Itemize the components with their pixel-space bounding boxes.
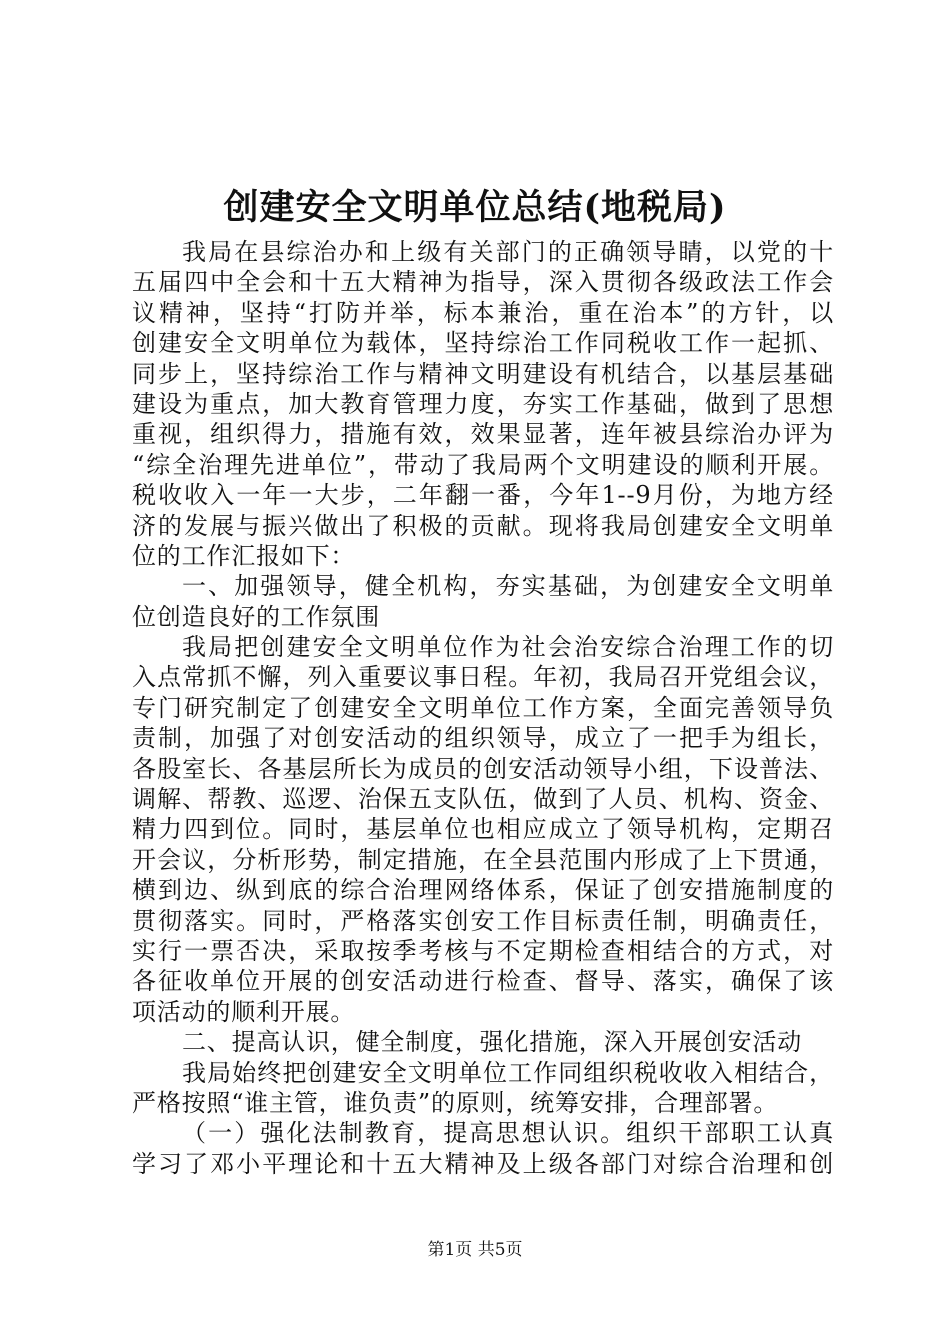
body-line: 各征收单位开展的创安活动进行检查、督导、落实，确保了该 [132,967,834,996]
body-line: 入点常抓不懈，列入重要议事日程。年初，我局召开党组会议， [132,663,834,692]
body-line: 济的发展与振兴做出了积极的贡献。现将我局创建安全文明单 [132,511,834,540]
body-line: 严格按照“谁主管，谁负责”的原则，统筹安排，合理部署。 [132,1088,779,1117]
subsection-line: （一）强化法制教育，提高思想认识。组织干部职工认真 [182,1119,834,1148]
body-line: 税收收入一年一大步，二年翻一番，今年1--9月份，为地方经 [132,481,834,510]
body-line: 我局把创建安全文明单位作为社会治安综合治理工作的切 [182,633,834,662]
body-line: 调解、帮教、巡逻、治保五支队伍，做到了人员、机构、资金、 [132,785,834,814]
body-line: 议精神，坚持“打防并举，标本兼治，重在治本”的方针，以 [132,298,834,327]
body-line: 专门研究制定了创建安全文明单位工作方案，全面完善领导负 [132,693,834,722]
body-line: 各股室长、各基层所长为成员的创安活动领导小组，下设普法、 [132,754,834,783]
body-line: “综全治理先进单位”，带动了我局两个文明建设的顺利开展。 [132,450,834,479]
body-line: 开会议，分析形势，制定措施，在全县范围内形成了上下贯通， [132,845,834,874]
body-line: 我局始终把创建安全文明单位工作同组织税收收入相结合， [182,1058,834,1087]
body-line: 横到边、纵到底的综合治理网络体系，保证了创安措施制度的 [132,876,834,905]
body-line: 同步上，坚持综治工作与精神文明建设有机结合，以基层基础 [132,359,834,388]
body-line: 实行一票否决，采取按季考核与不定期检查相结合的方式，对 [132,936,834,965]
document-body [132,237,834,1179]
section-heading-line: 位创造良好的工作氛围 [132,602,380,631]
body-line: 贯彻落实。同时，严格落实创安工作目标责任制，明确责任， [132,906,834,935]
body-line: 创建安全文明单位为载体，坚持综治工作同税收工作一起抓、 [132,329,834,358]
section-heading-line: 一、加强领导，健全机构，夯实基础，为创建安全文明单 [182,572,834,601]
body-line: 重视，组织得力，措施有效，效果显著，连年被县综治办评为 [132,420,834,449]
body-line: 位的工作汇报如下： [132,541,356,570]
body-line: 建设为重点，加大教育管理力度，夯实工作基础，做到了思想 [132,389,834,418]
body-line: 学习了邓小平理论和十五大精神及上级各部门对综合治理和创 [132,1149,834,1178]
body-line: 项活动的顺利开展。 [132,997,356,1026]
body-line: 精力四到位。同时，基层单位也相应成立了领导机构，定期召 [132,815,834,844]
body-line: 五届四中全会和十五大精神为指导，深入贯彻各级政法工作会 [132,268,834,297]
document-title: 创建安全文明单位总结(地税局) [223,187,727,228]
page-footer: 第1页 共5页 [427,1240,523,1260]
section-heading-line: 二、提高认识，健全制度，强化措施，深入开展创安活动 [182,1028,802,1057]
body-line: 责制，加强了对创安活动的组织领导，成立了一把手为组长， [132,724,834,753]
body-line: 我局在县综治办和上级有关部门的正确领导睛，以党的十 [182,238,834,266]
